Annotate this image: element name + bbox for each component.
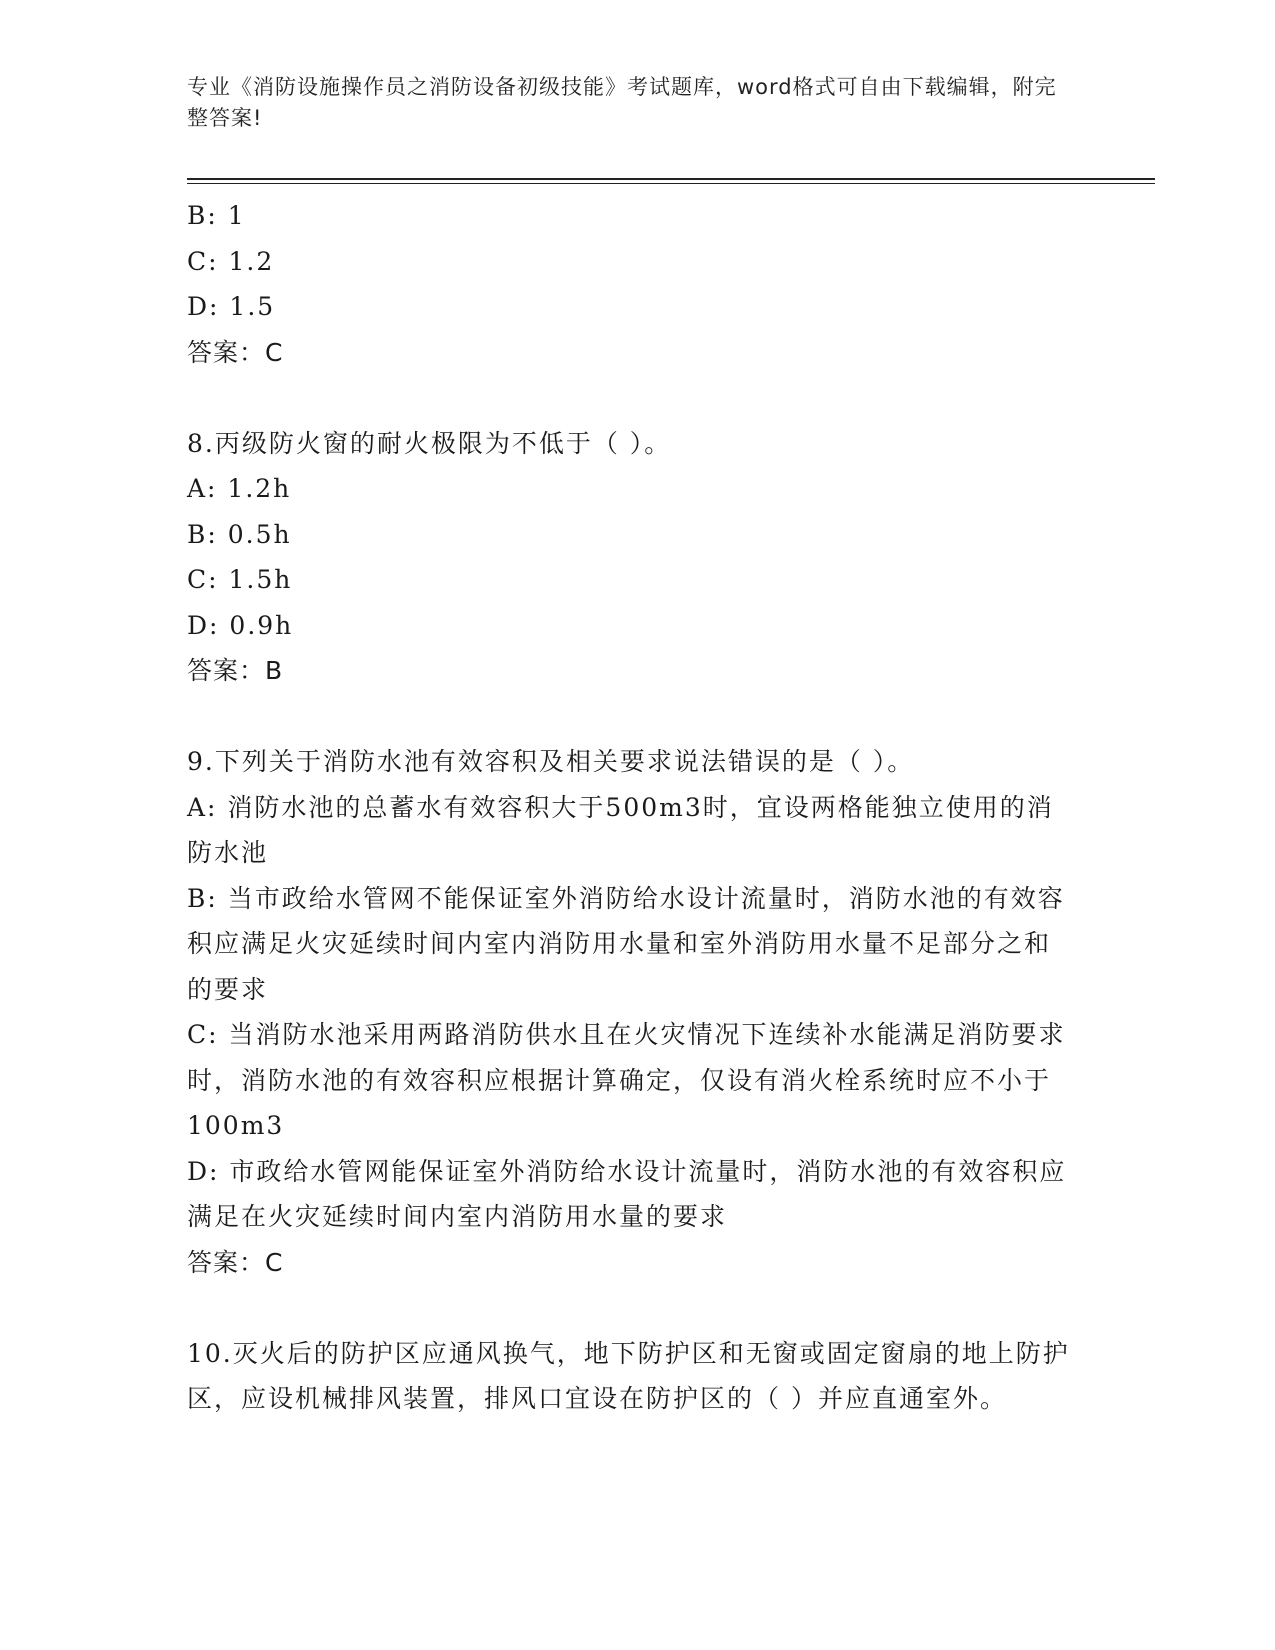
answer: 答案：C bbox=[187, 1247, 284, 1277]
option-a: A: 消防水池的总蓄水有效容积大于500m3时，宜设两格能独立使用的消防水池 bbox=[187, 792, 1054, 867]
option-d: D: 0.9h bbox=[187, 610, 294, 640]
answer: 答案：B bbox=[187, 656, 284, 685]
question-content bbox=[187, 193, 1072, 1422]
question-text: 9.下列关于消防水池有效容积及相关要求说法错误的是（ ）。 bbox=[187, 747, 915, 776]
question-text: 10.灭火后的防护区应通风换气，地下防护区和无窗或固定窗扇的地上防护区，应设机械排风装置，排风口宜设在防护区的（ ）并应直通室外。 bbox=[187, 1338, 1070, 1413]
spacer bbox=[187, 694, 1072, 740]
question-10 bbox=[187, 1331, 1072, 1422]
option-c: C: 1.5h bbox=[187, 565, 293, 594]
question-9 bbox=[187, 739, 1072, 1285]
option-b: B: 当市政给水管网不能保证室外消防给水设计流量时，消防水池的有效容积应满足火灾延续时间内室内消防用水量和室外消防用水量不足部分之和的要求 bbox=[187, 883, 1065, 1004]
question-7-tail bbox=[187, 193, 1072, 375]
spacer bbox=[187, 1285, 1072, 1331]
question-8 bbox=[187, 421, 1072, 694]
option-c: C: 1.2 bbox=[187, 246, 275, 276]
option-a: A: 1.2h bbox=[187, 474, 292, 503]
option-d: D: 1.5 bbox=[187, 292, 276, 321]
spacer bbox=[187, 375, 1072, 421]
question-text: 8.丙级防火窗的耐火极限为不低于（ ）。 bbox=[187, 428, 672, 458]
option-d: D: 市政给水管网能保证室外消防给水设计流量时，消防水池的有效容积应满足在火灾延续时间内室内消防用水量的要求 bbox=[187, 1156, 1067, 1231]
document-header bbox=[187, 72, 1067, 134]
option-b: B: 1 bbox=[187, 201, 246, 230]
answer: 答案：C bbox=[187, 337, 284, 367]
header-text: 专业《消防设施操作员之消防设备初级技能》考试题库，word格式可自由下载编辑，附完整答案! bbox=[187, 75, 1057, 130]
option-c: C: 当消防水池采用两路消防供水且在火灾情况下连续补水能满足消防要求时，消防水池的有效容积应根据计算确定，仅设有消火栓系统时应不小于100m3 bbox=[187, 1020, 1066, 1140]
option-b: B: 0.5h bbox=[187, 519, 292, 549]
header-rule-thick bbox=[187, 178, 1155, 180]
header-rule-thin bbox=[187, 183, 1155, 184]
